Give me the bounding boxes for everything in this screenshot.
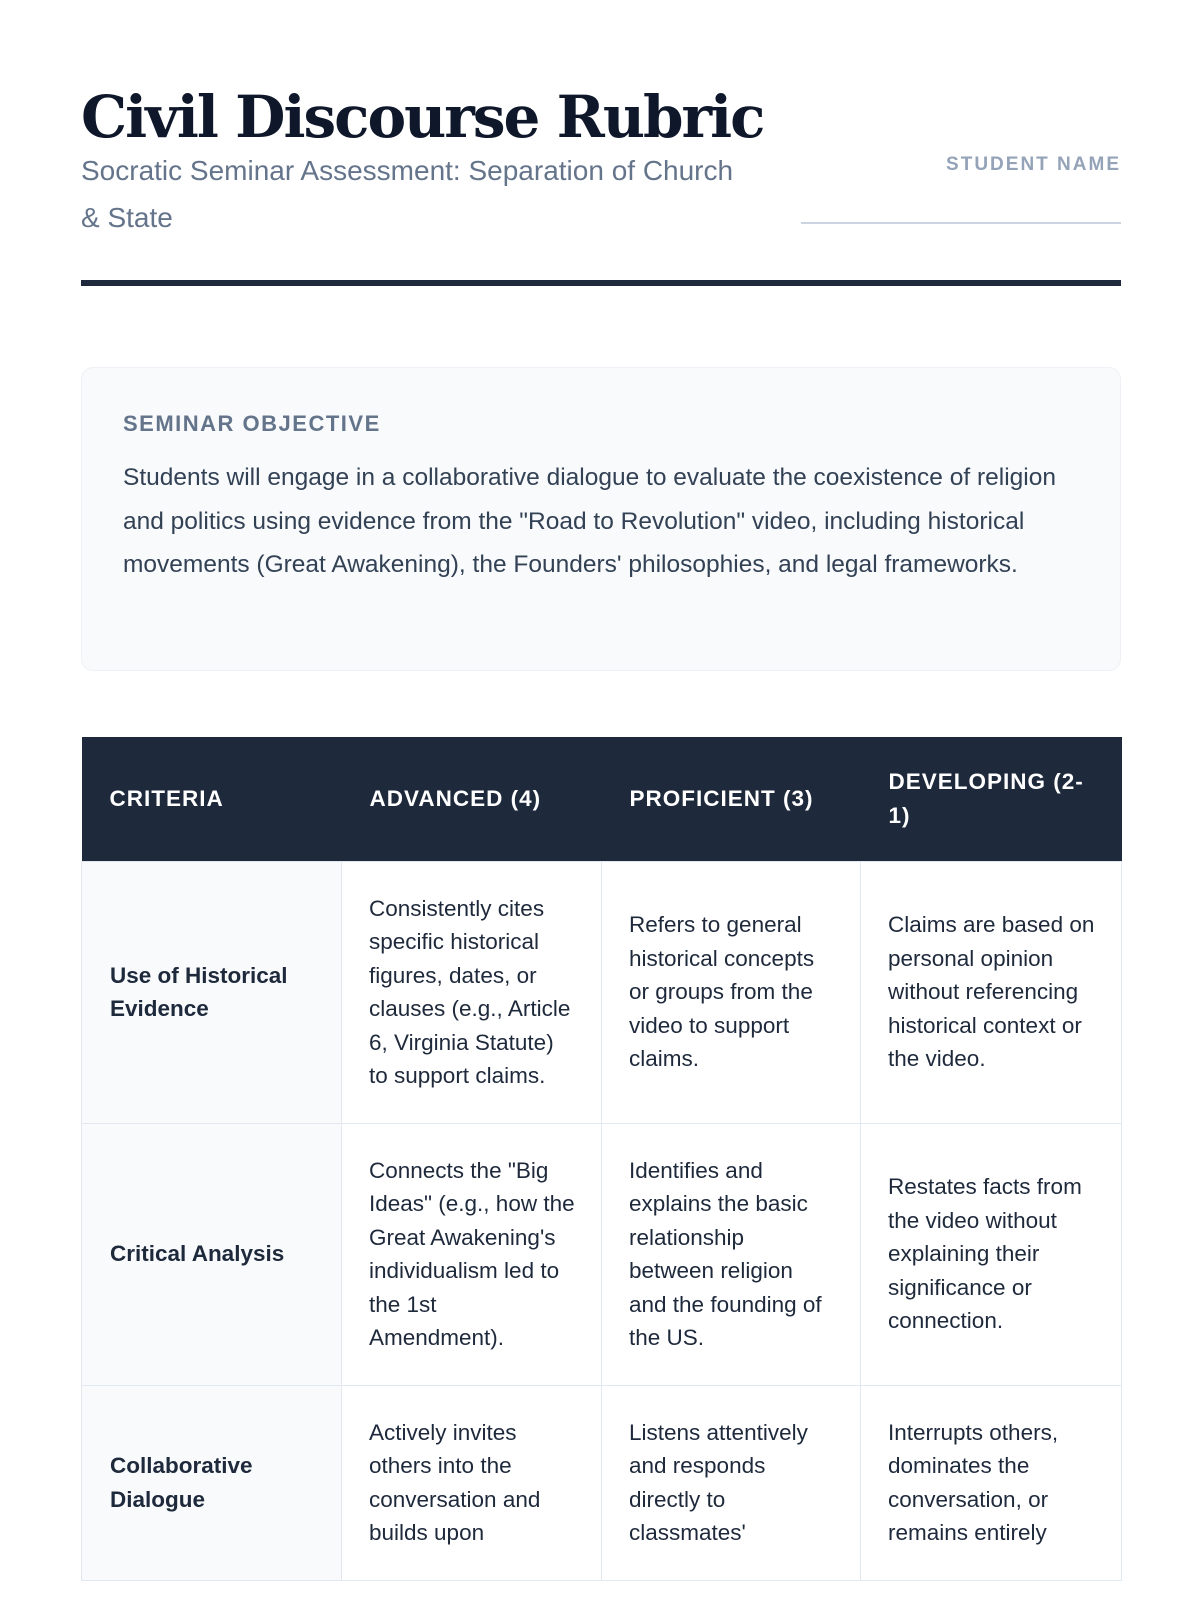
proficient-cell: Refers to general historical concepts or groups from the video to support claims. — [602, 861, 861, 1123]
student-name-field — [801, 152, 1121, 224]
criteria-cell: Collaborative Dialogue — [82, 1385, 342, 1580]
student-name-line[interactable] — [801, 222, 1121, 224]
advanced-cell: Connects the "Big Ideas" (e.g., how the Great Awakening's individualism led to the 1st Amendment). — [342, 1123, 602, 1385]
objective-text: Students will engage in a collaborative dialogue to evaluate the coexistence of religion and politics using evidence from the "Road to Revolution" video, including historical movements (Great Awakening), the Founders' philosophies, and legal frameworks. — [123, 464, 1056, 578]
proficient-cell: Listens attentively and responds directly to classmates' — [602, 1385, 861, 1580]
header-divider — [81, 280, 1121, 286]
column-header-advanced: ADVANCED (4) — [342, 737, 602, 861]
advanced-cell: Actively invites others into the conversation and builds upon — [342, 1385, 602, 1580]
page-title: Civil Discourse Rubric — [81, 83, 764, 151]
column-header-developing: DEVELOPING (2-1) — [861, 737, 1122, 861]
student-name-label: STUDENT NAME — [946, 154, 1121, 175]
criteria-cell: Critical Analysis — [82, 1123, 342, 1385]
criteria-cell: Use of Historical Evidence — [82, 861, 342, 1123]
advanced-cell: Consistently cites specific historical figures, dates, or clauses (e.g., Article 6, Virginia Statute) to support claims. — [342, 861, 602, 1123]
table-header-row — [82, 737, 1122, 861]
rubric-table — [81, 737, 1122, 1581]
proficient-cell: Identifies and explains the basic relationship between religion and the founding of the US. — [602, 1123, 861, 1385]
table-row — [82, 1123, 1122, 1385]
document-header — [81, 0, 1121, 287]
table-row — [82, 861, 1122, 1123]
developing-cell: Interrupts others, dominates the conversation, or remains entirely — [861, 1385, 1122, 1580]
seminar-objective-panel — [81, 367, 1121, 671]
objective-heading: SEMINAR OBJECTIVE — [123, 411, 381, 436]
page-subtitle: Socratic Seminar Assessment: Separation of Church & State — [81, 155, 734, 233]
rubric-document — [81, 0, 1121, 1545]
column-header-proficient: PROFICIENT (3) — [602, 737, 861, 861]
column-header-criteria: CRITERIA — [82, 737, 342, 861]
developing-cell: Claims are based on personal opinion without referencing historical context or the video. — [861, 861, 1122, 1123]
table-row — [82, 1385, 1122, 1580]
developing-cell: Restates facts from the video without explaining their significance or connection. — [861, 1123, 1122, 1385]
